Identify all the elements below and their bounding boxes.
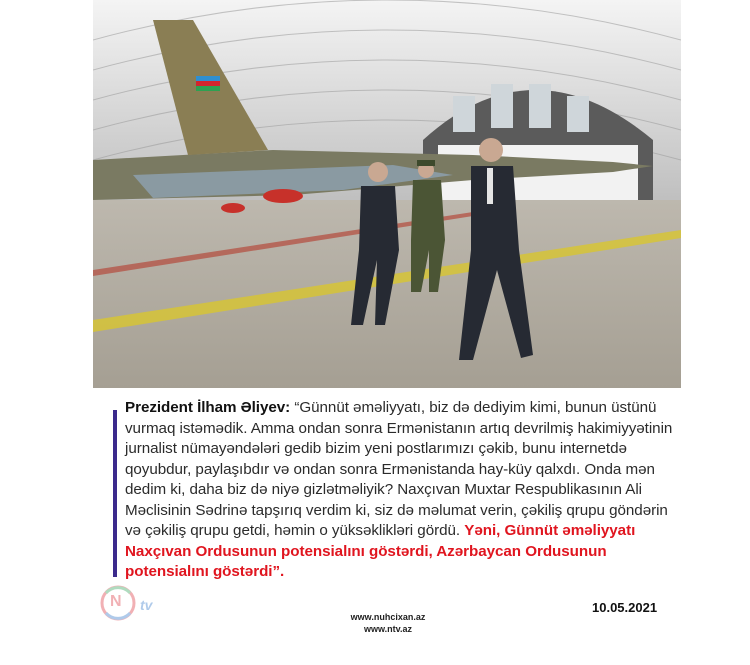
logo-letter: N xyxy=(110,593,122,610)
quote-accent-bar xyxy=(113,410,117,577)
news-photo xyxy=(93,0,681,388)
quote-text xyxy=(125,398,677,583)
website-credits xyxy=(333,611,443,635)
quote-emphasis: Yəni, Günnüt əməliyyatı Naxçıvan Ordusunun potensialını göstərdi, Azərbaycan Ordusunun potensialını göstərdi”. xyxy=(125,522,636,580)
ntv-logo xyxy=(96,583,188,623)
site-link-ntv: www.ntv.az xyxy=(363,624,412,634)
speaker-name: Prezident İlham Əliyev: xyxy=(125,399,291,416)
quote-body: “Günnüt əməliyyatı, biz də dediyim kimi, bunun üstünü vurmaq istəmədik. Amma ondan sonra Ermənistanın artıq devrilmiş hakimiyyətinin jurnalist nümayəndələri gedib bizim yeni postlarımızı çəkib, bunu internetdə qoyubdur, paylaşıbdır və ondan sonra Ermənistanda hay-küy qalxdı. Onda mən dedim ki, daha biz də niyə gizlətməliyik? Naxçıvan Muxtar Respublikasının Ali Məclisinin Sədrinə tapşırıq verdim ki, siz də məlumat verin, çəkiliş qrupu göndərin və çəkiliş qrupu getdi, həmin o yüksəklikləri gördü. xyxy=(125,399,673,539)
logo-suffix: tv xyxy=(140,597,153,613)
site-link-nuhcixan: www.nuhcixan.az xyxy=(350,612,426,622)
hangar-scene-image xyxy=(93,0,681,388)
publication-date: 10.05.2021 xyxy=(592,600,658,615)
azerbaijan-flag-icon xyxy=(196,76,220,91)
